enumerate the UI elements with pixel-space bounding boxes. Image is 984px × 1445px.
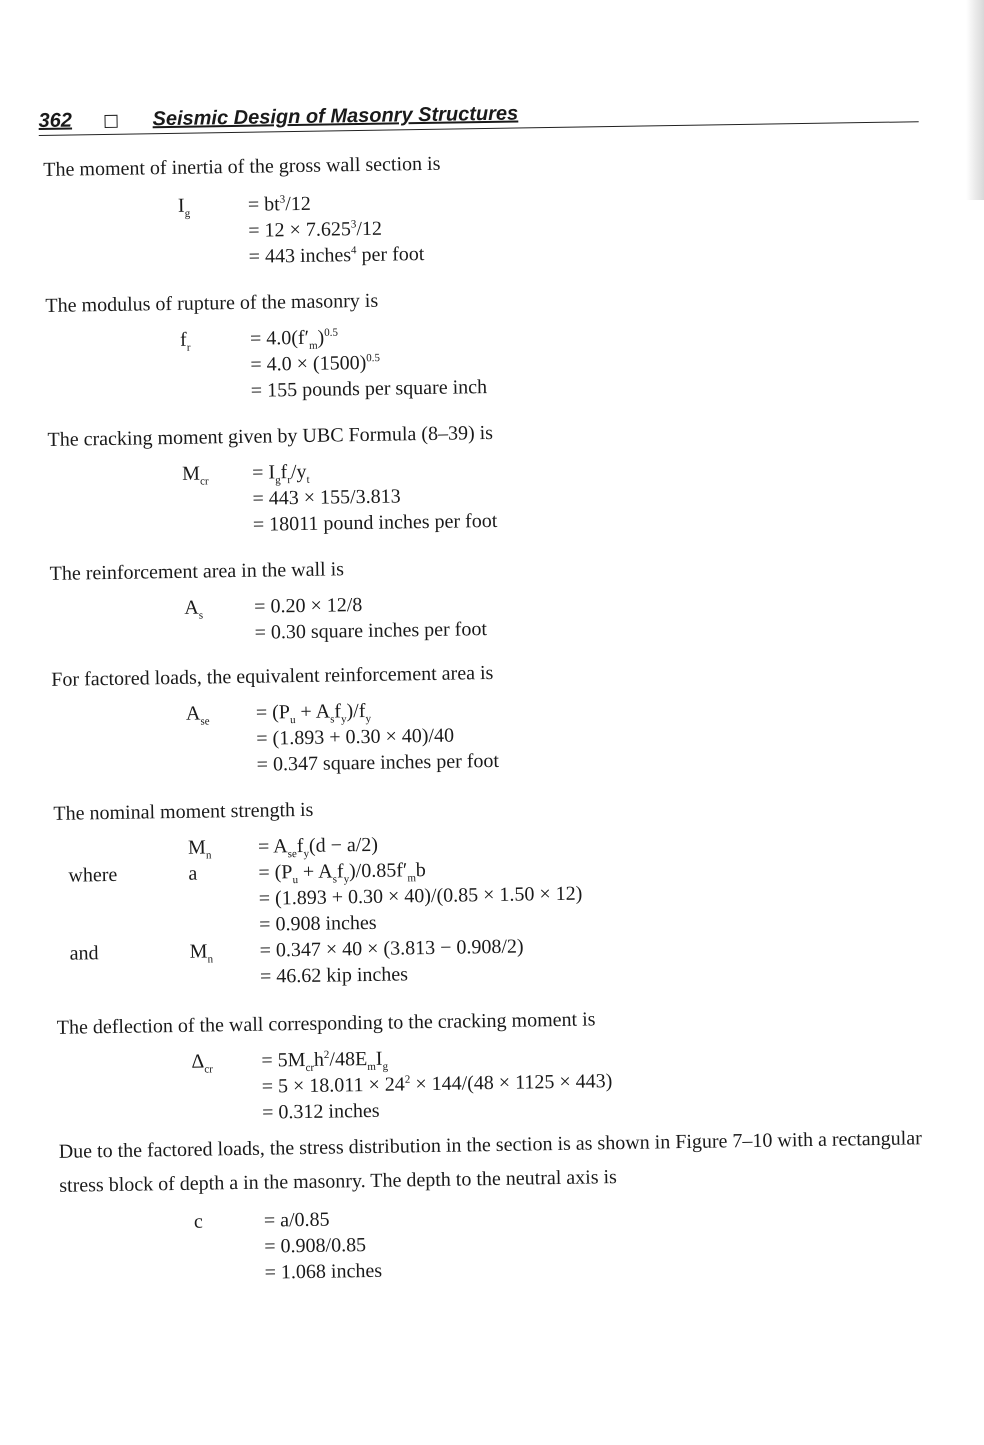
equation-rhs: = 0.347 square inches per foot (257, 750, 500, 777)
paragraph-cracking-moment: The cracking moment given by UBC Formula (8–39) is (47, 422, 493, 452)
paragraph-moment-of-inertia: The moment of inertia of the gross wall section is (43, 153, 440, 182)
equation-rhs: = 0.908/0.85 (264, 1234, 366, 1259)
equation-rhs: = $I_gf_r/y_t$ (252, 461, 310, 487)
equation-rhs: = 46.62 kip inches (260, 963, 408, 988)
equation-block-neutral-axis (8, 1214, 9, 1292)
equation-rhs: = 0.20 × 12/8 (254, 594, 362, 619)
equation-rhs: = $4.0 \times (1500)^{0.5}$ (250, 352, 380, 377)
equation-rhs: = $4.0(f'_m)^{0.5}$ (250, 326, 338, 352)
side-label: and (69, 942, 98, 965)
square-bullet-icon (104, 115, 117, 128)
equation-rhs: = $12 \times 7.625^3/12$ (248, 218, 382, 243)
running-header (38, 91, 918, 136)
equation-lhs: $M_n$ (189, 940, 213, 965)
equation-rhs: = $A_{se}f_y(d - a/2)$ (258, 834, 378, 861)
equation-lhs: a (188, 863, 197, 886)
equation-rhs: = 0.347 × 40 × (3.813 − 0.908/2) (259, 936, 523, 963)
equation-block-deflection (5, 1054, 6, 1132)
equation-rhs: = 443 × 155/3.813 (252, 485, 400, 510)
equation-rhs: = $bt^3/12$ (248, 193, 311, 217)
equation-rhs: = (1.893 + 0.30 × 40)/40 (256, 725, 454, 751)
equation-lhs: $\Delta_{cr}$ (191, 1050, 213, 1075)
equation-lhs: $M_n$ (188, 836, 212, 861)
equation-rhs: = (1.893 + 0.30 × 40)/(0.85 × 1.50 × 12) (259, 883, 583, 911)
page-number: 362 (38, 110, 72, 134)
paragraph-stress-distribution: Due to the factored loads, the stress distribution in the section is as shown in Figure 7–10 with a rectangular stress block of depth a in the masonry. The depth to the neutral axis is (58, 1121, 964, 1203)
paragraph-equivalent-reinforcement: For factored loads, the equivalent reinforcement area is (51, 662, 493, 692)
equation-rhs: = $(P_u + A_sf_y)/0.85f'_mb$ (258, 859, 426, 887)
equation-rhs: = $5M_{cr}h^2/48E_mI_g$ (261, 1048, 388, 1075)
equation-rhs: = 0.312 inches (262, 1100, 380, 1125)
equation-rhs: = 1.068 inches (265, 1260, 383, 1285)
paragraph-reinforcement-area: The reinforcement area in the wall is (50, 558, 345, 586)
equation-lhs: $A_{se}$ (186, 702, 210, 727)
equation-block-nominal-moment (2, 840, 4, 996)
equation-rhs: = a/0.85 (264, 1209, 330, 1233)
equation-lhs: $f_r$ (180, 329, 191, 354)
equation-lhs: $M_{cr}$ (182, 462, 209, 487)
equation-block-equivalent-reinforcement (0, 706, 1, 784)
side-label: where (68, 864, 117, 888)
paragraph-modulus-of-rupture: The modulus of rupture of the masonry is (45, 290, 378, 318)
equation-lhs: $A_s$ (184, 597, 203, 622)
equation-rhs: = $5 \times 18.011 \times 24^2 \times 144/(48 \times 1125 \times 443)$ (262, 1070, 613, 1099)
paragraph-deflection: The deflection of the wall corresponding to the cracking moment is (57, 1008, 596, 1039)
paragraph-nominal-moment: The nominal moment strength is (53, 799, 313, 826)
equation-rhs: = 18011 pound inches per foot (253, 510, 498, 537)
equation-lhs: c (194, 1211, 203, 1234)
chapter-title: Seismic Design of Masonry Structures (152, 103, 518, 132)
equation-rhs: = $(P_u + A_sf_y)/f_y$ (256, 700, 371, 727)
equation-rhs: = 0.908 inches (259, 912, 377, 937)
equation-lhs: $I_g$ (178, 195, 191, 220)
equation-rhs: = 443 inches$^4$ per foot (249, 243, 425, 269)
equation-rhs: = 0.30 square inches per foot (254, 618, 487, 645)
scan-edge-shadow (966, 0, 984, 200)
equation-rhs: = 155 pounds per square inch (251, 376, 488, 403)
